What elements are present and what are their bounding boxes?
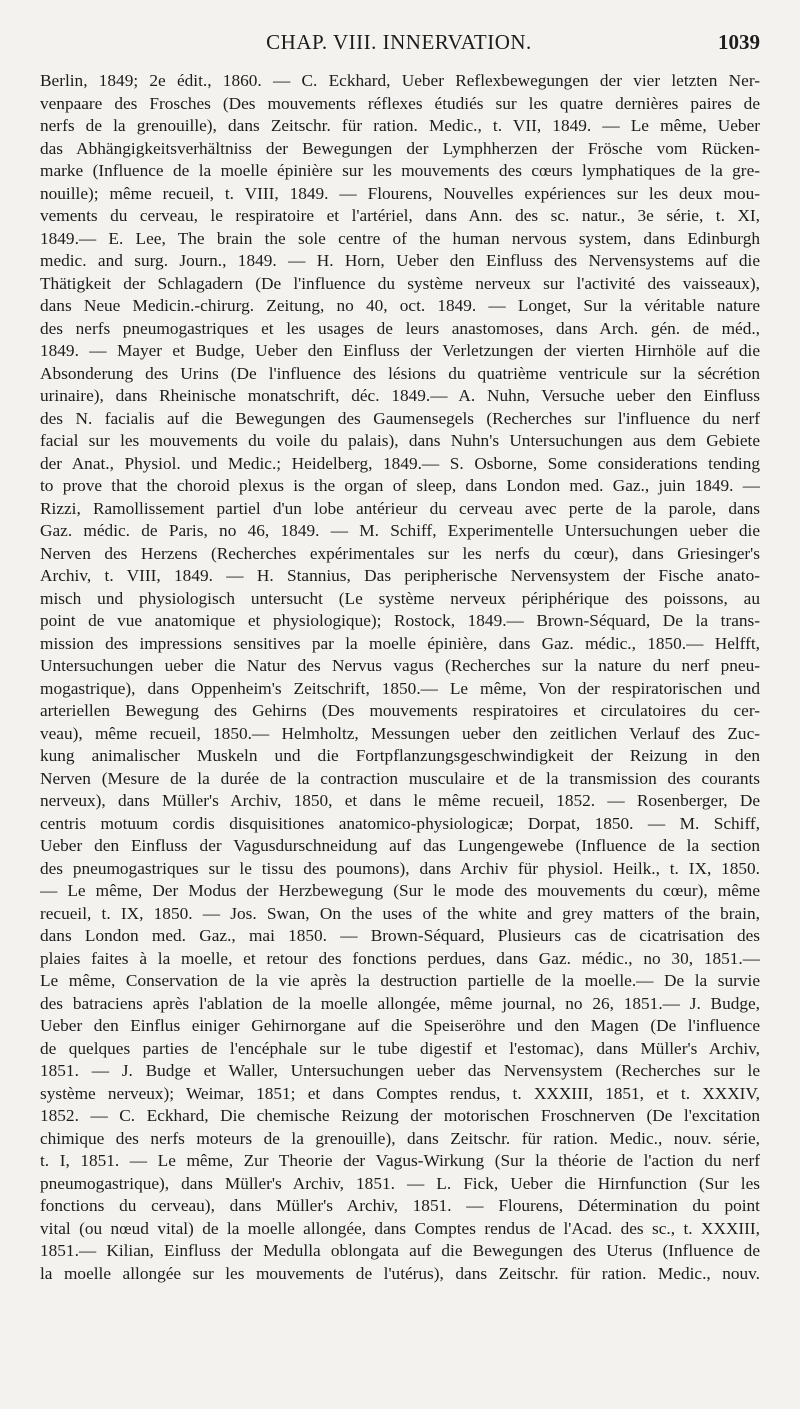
text-line: des nerfs pneumogastriques et les usages de leurs anastomoses, dans Arch. gén. de méd., [40,318,760,338]
text-line: arteriellen Bewegung des Gehirns (Des mouvements respiratoires et circulatoires du cer- [40,701,760,720]
text-line: la moelle allongée sur les mouvements de l'utérus), dans Zeitschr. für ration. Medic., nouv. [40,1263,760,1283]
text-line: dans Neue Medicin.-chirurg. Zeitung, no 40, oct. 1849. — Longet, Sur la véritable nature [40,296,760,315]
text-line: t. I, 1851. — Le même, Zur Theorie der Vagus-Wirkung (Sur la théorie de l'action du nerf [40,1151,760,1170]
text-line: mission des impressions sensitives par la moelle épinière, dans Gaz. médic., 1850.— Helfft, [40,633,760,653]
text-line: venpaare des Frosches (Des mouvements réflexes étudiés sur les quatre dernières paires de [40,93,760,113]
page-header [40,30,760,60]
running-head: CHAP. VIII. INNERVATION. [266,30,532,54]
text-line: Berlin, 1849; 2e édit., 1860. — C. Eckhard, Ueber Reflexbewegungen der vier letzten Ner- [40,71,760,90]
text-line: nerfs de la grenouille), dans Zeitschr. für ration. Medic., t. VII, 1849. — Le même, Ueber [40,116,760,135]
text-line: de quelques parties de l'encéphale sur le tube digestif et l'estomac), dans Müller's Archiv, [40,1038,760,1058]
text-line: 1851.— Kilian, Einfluss der Medulla oblongata auf die Bewegungen des Uterus (Influence de [40,1241,760,1260]
text-line: des pneumogastriques sur le tissu des poumons), dans Archiv für physiol. Heilk., t. IX, 1850. [40,858,760,878]
text-line: das Abhängigkeitsverhältniss der Bewegungen der Lymphherzen der Frösche vom Rücken- [40,138,760,158]
text-line: kung animalischer Muskeln und die Fortpflanzungsgeschwindigkeit der Reizung in den [40,746,760,765]
text-line: mogastrique), dans Oppenheim's Zeitschrift, 1850.— Le même, Von der respiratorischen und [40,678,760,698]
text-line: to prove that the choroid plexus is the organ of sleep, dans London med. Gaz., juin 1849. — [40,476,760,495]
text-line: medic. and surg. Journ., 1849. — H. Horn, Ueber den Einfluss des Nervensystems auf die [40,251,760,270]
text-line: misch und physiologisch untersucht (Le système nerveux périphérique des poissons, au [40,588,760,608]
text-line: Untersuchungen ueber die Natur des Nervus vagus (Recherches sur la nature du nerf pneu- [40,656,760,675]
text-line: Thätigkeit der Schlagadern (De l'influence du système nerveux sur l'activité des vaisseaux), [40,273,760,293]
text-line: — Le même, Der Modus der Herzbewegung (Sur le mode des mouvements du cœur), même [40,881,760,900]
text-line: Archiv, t. VIII, 1849. — H. Stannius, Das peripherische Nervensystem der Fische anato- [40,566,760,585]
text-line: facial sur les mouvements du voile du palais), dans Nuhn's Untersuchungen aus dem Gebiete [40,431,760,450]
text-line: Nerven (Mesure de la durée de la contraction musculaire et de la transmission des courants [40,768,760,788]
text-line: marke (Influence de la moelle épinière sur les mouvements des cœurs lymphatiques de la gre- [40,161,760,180]
text-line: chimique des nerfs moteurs de la grenouille), dans Zeitschr. für ration. Medic., nouv. série, [40,1128,760,1148]
text-line: 1849. — Mayer et Budge, Ueber den Einfluss der Verletzungen der vierten Hirnhöle auf die [40,341,760,360]
bibliography-text [40,70,760,1285]
text-line: Rizzi, Ramollissement partiel d'un lobe antérieur du cerveau avec perte de la parole, dans [40,498,760,518]
text-line: 1851. — J. Budge et Waller, Untersuchungen ueber das Nervensystem (Recherches sur le [40,1061,760,1080]
text-line: Nerven des Herzens (Recherches expérimentales sur les nerfs du cœur), dans Griesinger's [40,543,760,563]
text-line: Ueber den Einfluss der Vagusdurschneidung auf das Lungengewebe (Influence de la section [40,836,760,855]
text-line: nouille); même recueil, t. VIII, 1849. — Flourens, Nouvelles expériences sur les deux mou- [40,183,760,203]
text-line: Ueber den Einflus einiger Gehirnorgane auf die Speiseröhre und den Magen (De l'influence [40,1016,760,1035]
text-line: fonctions du cerveau), dans Müller's Archiv, 1851. — Flourens, Détermination du point [40,1196,760,1215]
text-line: Gaz. médic. de Paris, no 46, 1849. — M. Schiff, Experimentelle Untersuchungen ueber die [40,521,760,540]
text-line: nerveux), dans Müller's Archiv, 1850, et dans le même recueil, 1852. — Rosenberger, De [40,791,760,810]
text-line: centris motuum cordis disquisitiones anatomico-physiologicæ; Dorpat, 1850. — M. Schiff, [40,813,760,833]
text-line: plaies faites à la moelle, et retour des fonctions perdues, dans Gaz. médic., no 30, 1851.— [40,948,760,968]
text-line: dans London med. Gaz., mai 1850. — Brown-Séquard, Plusieurs cas de cicatrisation des [40,926,760,945]
text-line: pneumogastrique), dans Müller's Archiv, 1851. — L. Fick, Ueber die Hirnfunction (Sur les [40,1173,760,1193]
page-number: 1039 [718,30,760,54]
text-line: recueil, t. IX, 1850. — Jos. Swan, On the uses of the white and grey matters of the brain, [40,903,760,923]
text-line: point de vue anatomique et physiologique); Rostock, 1849.— Brown-Séquard, De la trans- [40,611,760,630]
text-line: des N. facialis auf die Bewegungen des Gaumensegels (Recherches sur l'influence du nerf [40,408,760,428]
text-line: urinaire), dans Rheinische monatschrift, déc. 1849.— A. Nuhn, Versuche ueber den Einfluss [40,386,760,405]
text-line: des batraciens après l'ablation de la moelle allongée, même journal, no 26, 1851.— J. Budge, [40,993,760,1013]
text-line: Le même, Conservation de la vie après la destruction partielle de la moelle.— De la survie [40,971,760,990]
text-line: 1852. — C. Eckhard, Die chemische Reizung der motorischen Froschnerven (De l'excitation [40,1106,760,1125]
text-line: système nerveux); Weimar, 1851; et dans Comptes rendus, t. XXXIII, 1851, et t. XXXIV, [40,1083,760,1103]
text-line: 1849.— E. Lee, The brain the sole centre of the human nervous system, dans Edinburgh [40,228,760,248]
text-line: Absonderung des Urins (De l'influence des lésions du quatrième ventricule sur la sécrétion [40,363,760,383]
text-line: der Anat., Physiol. und Medic.; Heidelberg, 1849.— S. Osborne, Some considerations tending [40,453,760,473]
text-line: vital (ou nœud vital) de la moelle allongée, dans Comptes rendus de l'Acad. des sc., t. XXXIII, [40,1218,760,1238]
text-line: veau), même recueil, 1850.— Helmholtz, Messungen ueber den zeitlichen Verlauf des Zuc- [40,723,760,743]
text-line: vements du cerveau, le respiratoire et l'artériel, dans Ann. des sc. natur., 3e série, t. XI, [40,206,760,225]
